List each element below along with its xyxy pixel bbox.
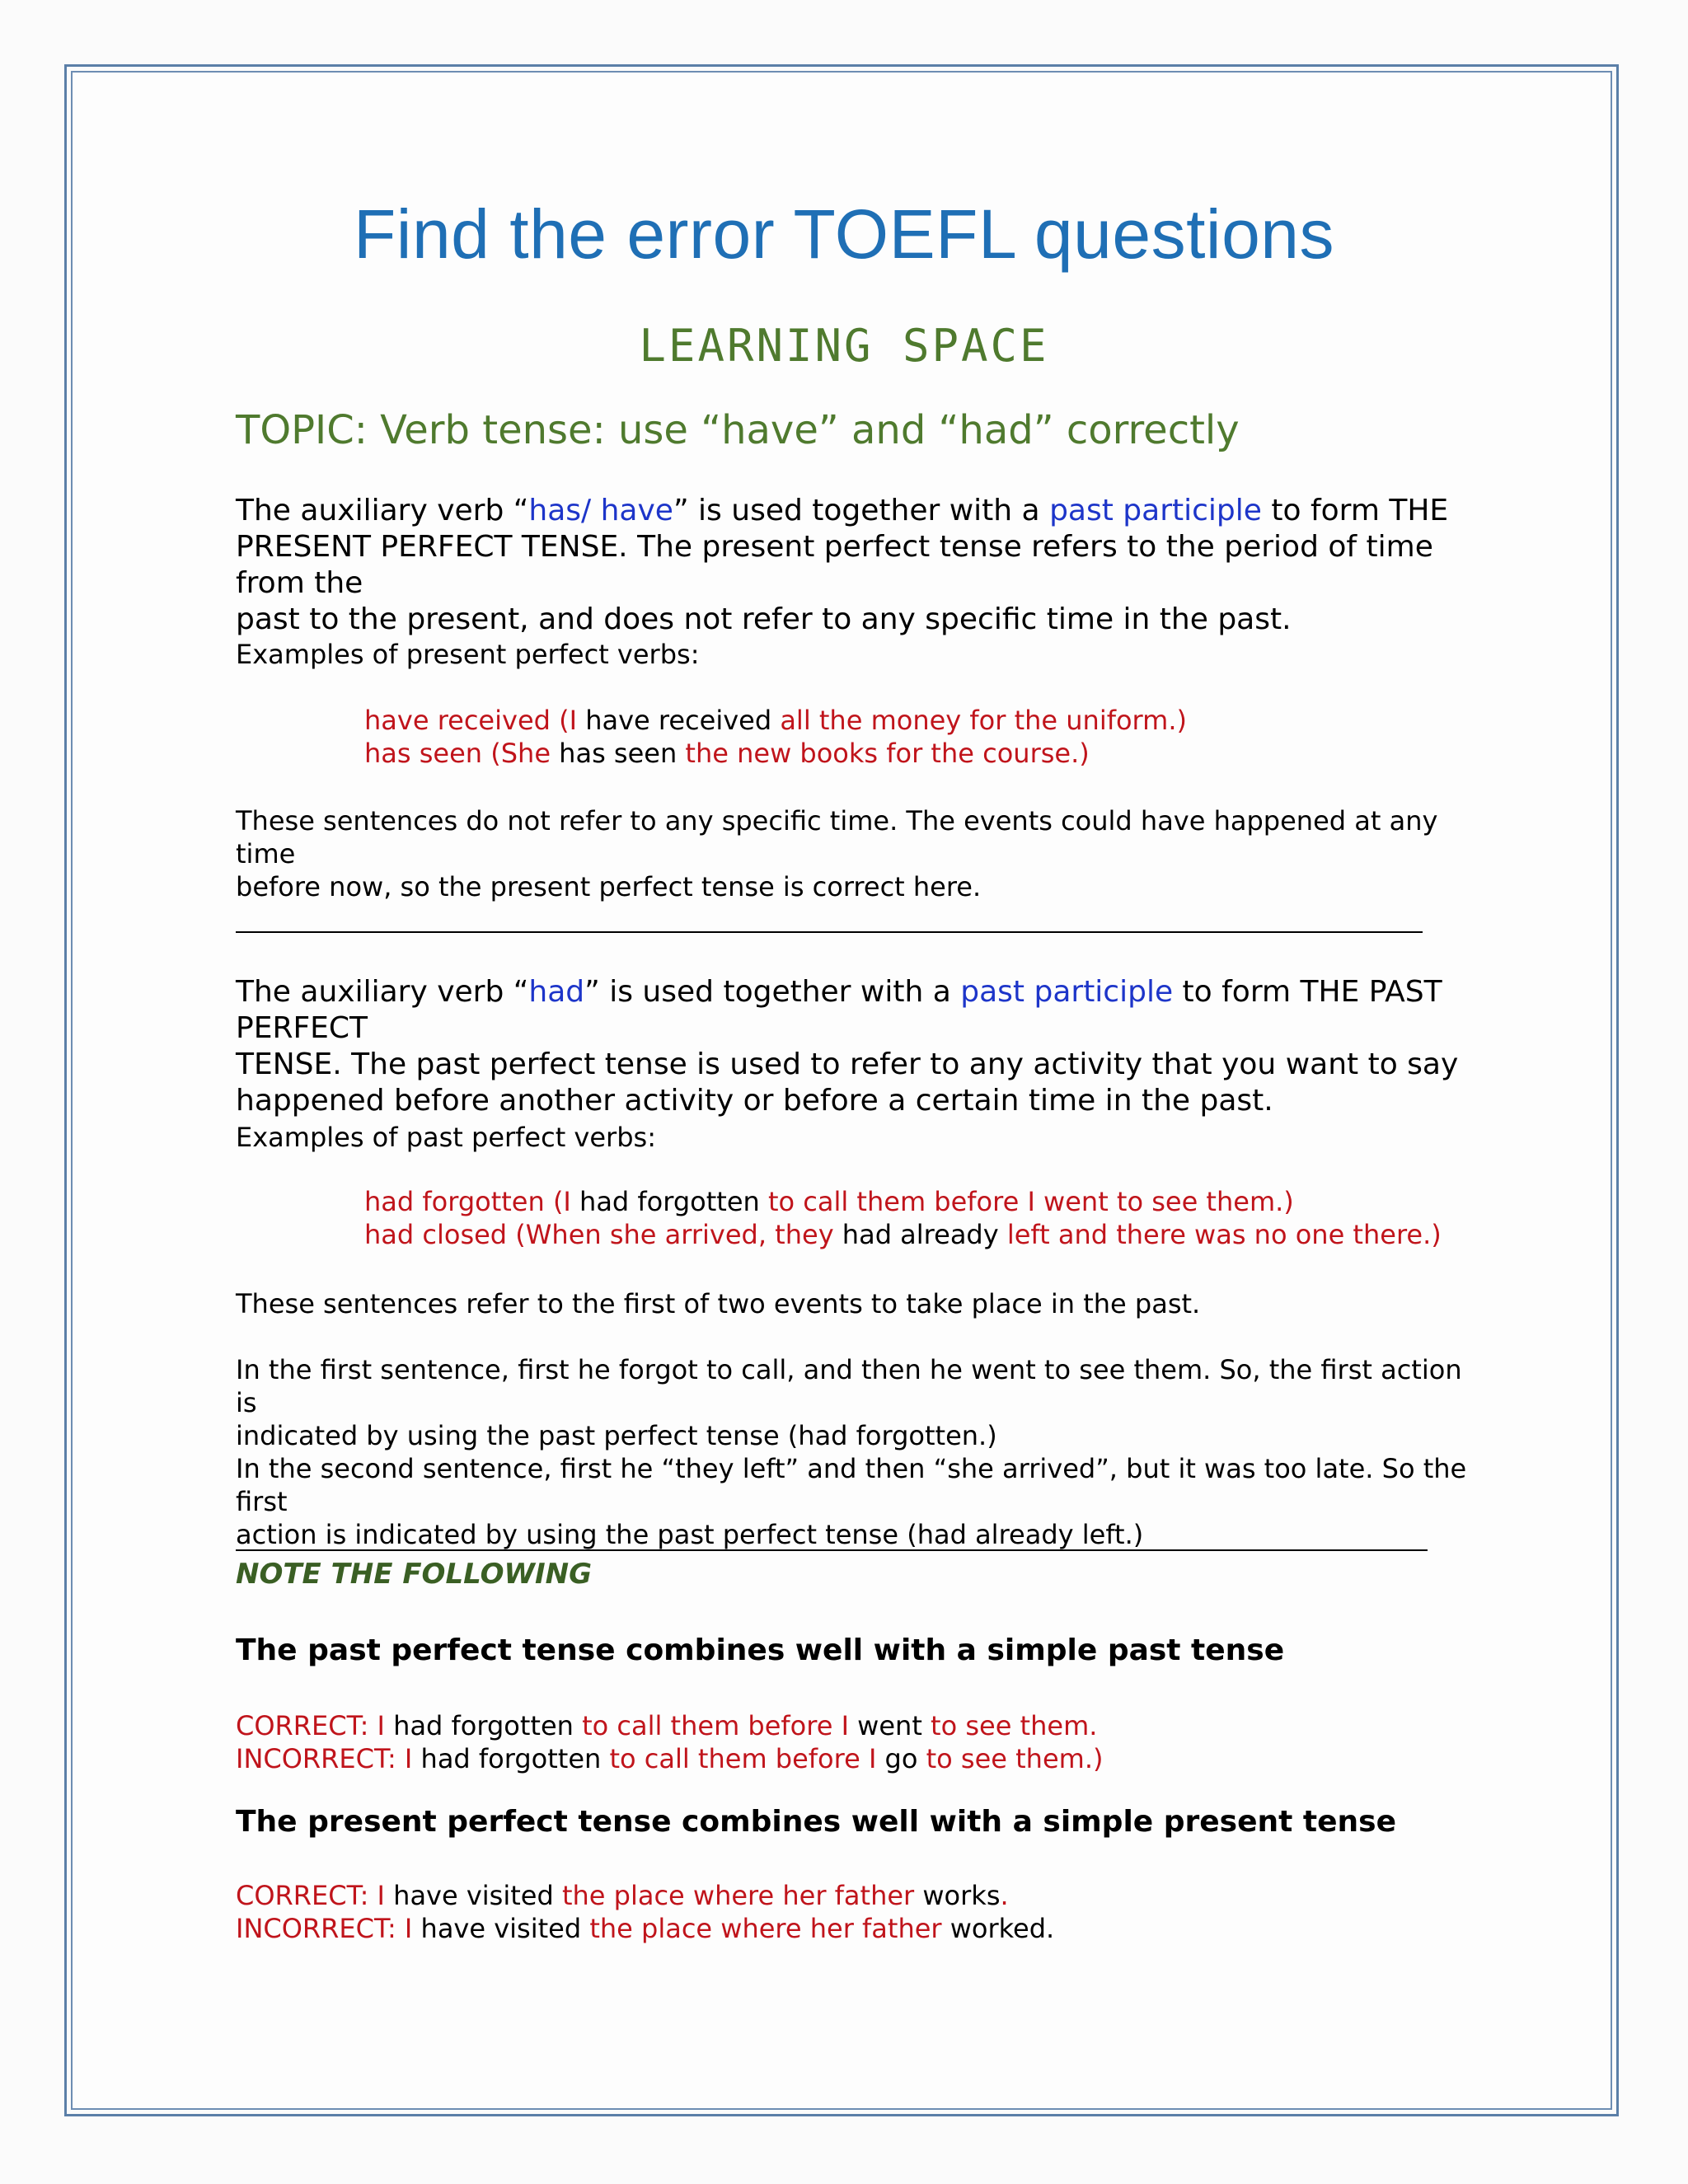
incorrect-example: INCORRECT: I have visited the place where her father worked. [236, 1913, 1055, 1944]
explanation: These sentences refer to the first of two events to take place in the past. [236, 1288, 1201, 1319]
past-perfect-intro [236, 974, 1472, 1119]
explanation: In the second sentence, first he “they left” and then “she arrived”, but it was too late. So the first action is indicated by using the past perfect tense (had already left.) [236, 1453, 1467, 1550]
incorrect-example: INCORRECT: I had forgotten to call them before I go to see them.) [236, 1743, 1104, 1774]
intro-line: The auxiliary verb “has/ have” is used together with a past participle to form THE [236, 494, 1449, 527]
divider [236, 931, 1423, 933]
correct-example: CORRECT: I have visited the place where her father works. [236, 1880, 1009, 1911]
examples-label: Examples of present perfect verbs: [236, 639, 700, 670]
explanation: In the first sentence, first he forgot to call, and then he went to see them. So, the first action is indicated by using the past perfect tense (had forgotten.) [236, 1354, 1462, 1451]
note-heading: The past perfect tense combines well with a simple past tense [236, 1633, 1285, 1667]
examples-label: Examples of past perfect verbs: [236, 1122, 656, 1153]
highlight-past-participle: past participle [1049, 494, 1262, 527]
intro-line: happened before another activity or before a certain time in the past. [236, 1084, 1273, 1118]
topic-heading: TOPIC: Verb tense: use “have” and “had” correctly [236, 407, 1240, 453]
intro-line: past to the present, and does not refer to any specific time in the past. [236, 602, 1292, 636]
intro-line: TENSE. The past perfect tense is used to refer to any activity that you want to say [236, 1047, 1459, 1081]
example-line: had forgotten (I had forgotten to call them before I went to see them.) [364, 1186, 1294, 1217]
divider [236, 1549, 1428, 1551]
intro-line: The auxiliary verb “had” is used together with a past participle to form THE PAST PERFECT [236, 975, 1442, 1045]
note-label: NOTE THE FOLLOWING [236, 1558, 592, 1591]
example-line: have received (I have received all the money for the uniform.) [364, 705, 1187, 736]
subtitle: LEARNING SPACE [639, 320, 1049, 372]
correct-example: CORRECT: I had forgotten to call them before I went to see them. [236, 1710, 1098, 1741]
page-title: Find the error TOEFL questions [353, 195, 1334, 273]
highlight-had: had [528, 975, 585, 1009]
intro-line: PRESENT PERFECT TENSE. The present perfect tense refers to the period of time from the [236, 530, 1433, 600]
note-heading: The present perfect tense combines well with a simple present tense [236, 1805, 1396, 1839]
highlight-has-have: has/ have [528, 494, 673, 527]
example-line: has seen (She has seen the new books for the course.) [364, 738, 1090, 769]
highlight-past-participle: past participle [960, 975, 1174, 1009]
explanation: These sentences do not refer to any specific time. The events could have happened at any time before now, so the present perfect tense is correct here. [236, 805, 1438, 902]
example-line: had closed (When she arrived, they had already left and there was no one there.) [364, 1219, 1442, 1250]
present-perfect-intro [236, 493, 1472, 638]
